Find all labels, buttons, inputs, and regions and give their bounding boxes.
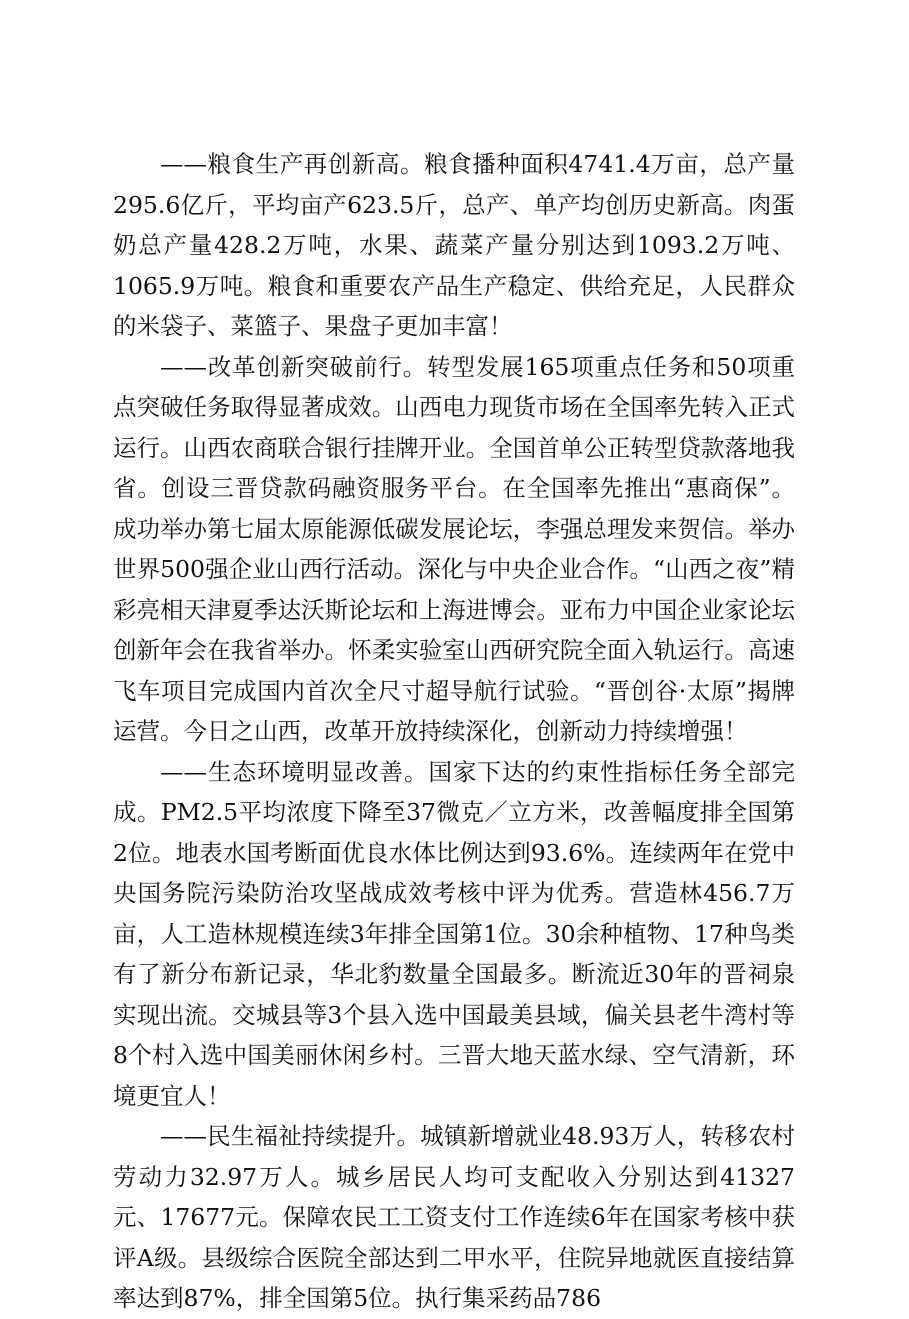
paragraph-ecological-environment: ——生态环境明显改善。国家下达的约束性指标任务全部完成。PM2.5平均浓度下降至37微克／立方米，改善幅度排全国第2位。地表水国考断面优良水体比例达到93.6%。连续两年在党中央国务院污染防治攻坚战成效考核中评为优秀。营造林456.7万亩，人工造林规模连续3年排全国第1位。30余种植物、17种鸟类有了新分布新记录，华北豹数量全国最多。断流近30年的晋祠泉实现出流。交城县等3个县入选中国最美县域，偏关县老牛湾村等8个村入选中国美丽休闲乡村。三晋大地天蓝水绿、空气清新，环境更宜人！ — [113, 757, 795, 1110]
paragraph-people-livelihood: ——民生福祉持续提升。城镇新增就业48.93万人，转移农村劳动力32.97万人。城乡居民人均可支配收入分别达到41327元、17677元。保障农民工工资支付工作连续6年在国家考核中获评A级。县级综合医院全部达到二甲水平，住院异地就医直接结算率达到87%，排全国第5位。执行集采药品786 — [113, 1122, 795, 1312]
paragraph-grain-production: ——粮食生产再创新高。粮食播种面积4741.4万亩，总产量295.6亿斤，平均亩产623.5斤，总产、单产均创历史新高。肉蛋奶总产量428.2万吨，水果、蔬菜产量分别达到1093.2万吨、1065.9万吨。粮食和重要农产品生产稳定、供给充足，人民群众的米袋子、菜篮子、果盘子更加丰富！ — [113, 150, 795, 340]
document-body — [113, 144, 795, 1319]
paragraph-reform-innovation: ——改革创新突破前行。转型发展165项重点任务和50项重点突破任务取得显著成效。山西电力现货市场在全国率先转入正式运行。山西农商联合银行挂牌开业。全国首单公正转型贷款落地我省。创设三晋贷款码融资服务平台。在全国率先推出“惠商保”。成功举办第七届太原能源低碳发展论坛，李强总理发来贺信。举办世界500强企业山西行活动。深化与中央企业合作。“山西之夜”精彩亮相天津夏季达沃斯论坛和上海进博会。亚布力中国企业家论坛创新年会在我省举办。怀柔实验室山西研究院全面入轨运行。高速飞车项目完成国内首次全尺寸超导航行试验。“晋创谷·太原”揭牌运营。今日之山西，改革开放持续深化，创新动力持续增强！ — [113, 352, 795, 745]
